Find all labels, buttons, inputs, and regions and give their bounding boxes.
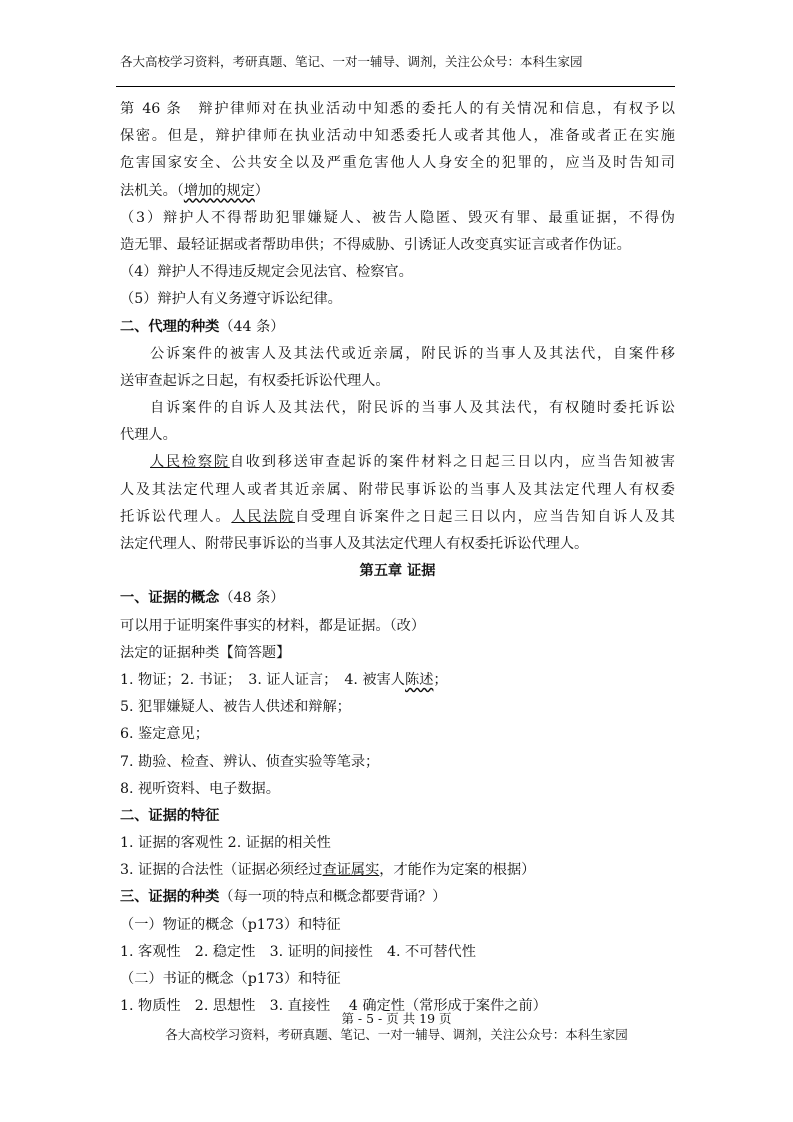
agency-paragraph-1-line-1: 公诉案件的被害人及其法代或近亲属，附民诉的当事人及其法代，自案件移 <box>150 345 675 362</box>
evidence-features-line-1: 1. 证据的客观性 2. 证据的相关性 <box>120 835 331 852</box>
physical-evidence-features: 1. 客观性 2. 稳定性 3. 证明的间接性 4. 不可替代性 <box>120 943 476 960</box>
agency-types-heading: 二、代理的种类（44 条） <box>120 318 285 335</box>
agency-paragraph-3-line-4: 法定代理人、附带民事诉讼的当事人及其法定代理人有权委托诉讼代理人。 <box>120 536 589 552</box>
procuratorate-term: 人民检察院 <box>150 454 230 471</box>
page-header: 各大高校学习资料，考研真题、笔记、一对一辅导、调剂，关注公众号：本科生家园 <box>120 54 583 69</box>
evidence-features-heading: 二、证据的特征 <box>120 807 220 824</box>
evidence-types-title: 法定的证据种类【简答题】 <box>120 644 291 661</box>
page-number: 第 - 5 - 页 共 19 页 <box>341 1011 452 1026</box>
agency-paragraph-3-line-1: 人民检察院自收到移送审查起诉的案件材料之日起三日以内，应当告知被害 <box>150 454 675 471</box>
court-term: 人民法院 <box>231 508 295 525</box>
evidence-types-line-3: 6. 鉴定意见； <box>120 726 209 743</box>
duty-3-line-2: 造无罪、最轻证据或者帮助串供；不得威胁、引诱证人改变真实证言或者作伪证。 <box>120 236 631 253</box>
duty-4: （4）辩护人不得违反规定会见法官、检察官。 <box>120 264 413 281</box>
evidence-types-line-2: 5. 犯罪嫌疑人、被告人供述和辩解； <box>120 699 351 716</box>
documentary-evidence-features: 1. 物质性 2. 思想性 3. 直接性 4 确定性（常形成于案件之前） <box>120 998 547 1015</box>
article-46-line-4: 法机关。（增加的规定） <box>120 182 269 199</box>
agency-paragraph-3-line-2: 人及其法定代理人或者其近亲属、附带民事诉讼的当事人及其法定代理人有权委 <box>120 481 675 498</box>
documentary-evidence-title: （二）书证的概念（p173）和特征 <box>120 971 341 987</box>
duty-5: （5）辩护人有义务遵守诉讼纪律。 <box>120 291 342 308</box>
agency-paragraph-1-line-2: 送审查起诉之日起，有权委托诉讼代理人。 <box>120 372 390 389</box>
agency-paragraph-2-line-1: 自诉案件的自诉人及其法代，附民诉的当事人及其法代，有权随时委托诉讼 <box>150 400 675 417</box>
evidence-types-line-1: 1. 物证；2. 书证； 3. 证人证言； 4. 被害人陈述； <box>120 671 448 688</box>
page-footer: 各大高校学习资料，考研真题、笔记、一对一辅导、调剂，关注公众号：本科生家园 <box>165 1027 628 1042</box>
agency-paragraph-2-line-2: 代理人。 <box>120 427 177 444</box>
page-content <box>120 96 675 1020</box>
physical-evidence-title: （一）物证的概念（p173）和特征 <box>120 916 341 933</box>
article-46-line-2: 保密。但是，辩护律师在执业活动中知悉委托人或者其他人，准备或者正在实施 <box>120 128 675 145</box>
article-46-line-1: 第 46 条 辩护律师对在执业活动中知悉的委托人的有关情况和信息，有权予以 <box>120 101 675 117</box>
evidence-kinds-heading: 三、证据的种类（每一项的特点和概念都要背诵？） <box>120 889 447 906</box>
verified-term: 查证属实 <box>322 862 380 879</box>
article-46-line-3: 危害国家安全、公共安全以及严重危害他人人身安全的犯罪的，应当及时告知司 <box>120 155 675 172</box>
evidence-types-line-4: 7. 勘验、检查、辨认、侦查实验等笔录； <box>120 753 380 770</box>
evidence-features-line-2: 3. 证据的合法性（证据必须经过查证属实，才能作为定案的根据） <box>120 862 536 879</box>
chapter-5-title: 第五章 证据 <box>359 563 436 580</box>
evidence-concept-heading: 一、证据的概念（48 条） <box>120 590 285 607</box>
evidence-types-line-5: 8. 视听资料、电子数据。 <box>120 780 280 797</box>
duty-3-line-1: （3）辩护人不得帮助犯罪嫌疑人、被告人隐匿、毁灭有罪、最重证据，不得伪 <box>120 209 675 226</box>
evidence-definition: 可以用于证明案件事实的材料，都是证据。（改） <box>120 617 426 634</box>
added-provision-note: 增加的规定 <box>183 182 255 199</box>
header-divider <box>116 86 675 87</box>
agency-paragraph-3-line-3: 托诉讼代理人。人民法院自受理自诉案件之日起三日以内，应当告知自诉人及其 <box>120 508 675 525</box>
